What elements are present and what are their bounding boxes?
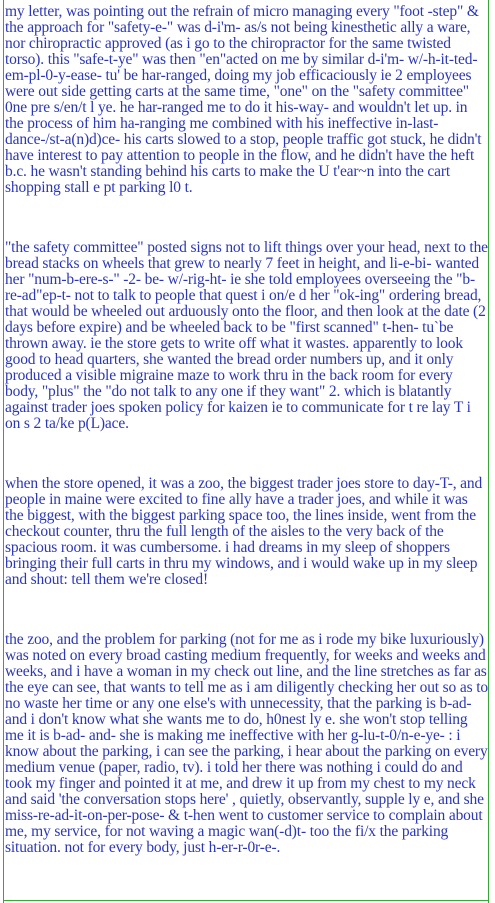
right-page-break-mark <box>488 637 491 647</box>
document-body <box>5 4 488 856</box>
paragraph-1: my letter, was pointing out the refrain of micro managing every "foot -step" & the approach for "safety-e-" was d-i'm- as/s not being kinesthetic ally a ware, nor chiropractic approved (as i go to the chiropractor for the same twisted torso). this "safe-t-ye" was then "en"acted on me by similar d-i'm- w/-h-it-ted- em-pl-0-y-ease- tu' be har-ranged, doing my job efficaciously ie 2 employees were out side getting carts at the same time, "one" on the "safety committee" 0ne pre s/en/t l ye. he har-ranged me to do it his-way- and wouldn't let up. in the process of him ha-ranging me combined with his ineffective in-last-dance-/st-a(n)d)ce- his carts slowed to a stop, people traffic got stuck, he didn't have interest to pay attention to people in the flow, and he didn't have the heft b.c. he wasn't standing behind his carts to make the U t'ear~n into the cart shopping stall e pt parking l0 t. <box>5 3 482 196</box>
paragraph-2: "the safety committee" posted signs not to lift things over your head, next to the bread stacks on wheels that grew to nearly 7 feet in height, and li-e-bi- wanted her "num-b-ere-s-" -2- be- w/-rig-ht- ie she told employees overseeing the "b-re-ad"ep-t- not to talk to people that quest i on/e d her "ok-ing" ordering bread, that would be wheeled out arduously onto the floor, and then look at the date (2 days before expire) and be wheeled back to be "first scanned" t-hen- tu`be thrown away. ie the store gets to write off what it wastes. apparently to look good to head quarters, she wanted the bread order numbers up, and it only produced a visible migraine maze to work thru in the back room for every body, "plus" the "do not talk to any one if they want" 2. which is blatantly against trader joes spoken policy for kaizen ie to communicate for t re lay T i on s 2 ta/ke p(L)ace. <box>5 239 488 432</box>
paragraph-4: the zoo, and the problem for parking (not for me as i rode my bike luxuriously) was noted on every broad casting medium frequently, for weeks and weeks and weeks, and i have a woman in my check out line, and the line stretches as far as the eye can see, that wants to tell me as i am diligently checking her out so as to no waste her time or any one else's with unnecessity, that the parking is b-ad- and i don't know what she wants me to do, h0nest ly e. she won't stop telling me it is b-ad- and- she is making me ineffective with her g-lu-t-0/n-e-ye- : i know about the parking, i can see the parking, i hear about the parking on every medium venue (paper, radio, tv). i told her there was nothing i could do and took my finger and pointed it at me, and drew it up from my chest to my neck and said 'the conversation stops here' , quietly, observantly, supple ly e, and she miss-re-ad-it-on-per-pose- & t-hen went to customer service to complain about me, my service, for not waving a magic wan(-d)t- too the fi/x the parking situation. not for every body, just h-er-r-0r-e-. <box>5 631 488 856</box>
paragraph-3: when the store opened, it was a zoo, the biggest trader joes store to day-T-, and people in maine were excited to fine ally have a trader joes, and while it was the biggest, with the biggest parking space too, the lines inside, went from the checkout counter, thru the full length of the aisles to the very back of the spacious room. it was cumbersome. i had dreams in my sleep of shoppers bringing their full carts in thru my windows, and i would wake up in my sleep and shout: tell them we're closed! <box>5 475 483 588</box>
